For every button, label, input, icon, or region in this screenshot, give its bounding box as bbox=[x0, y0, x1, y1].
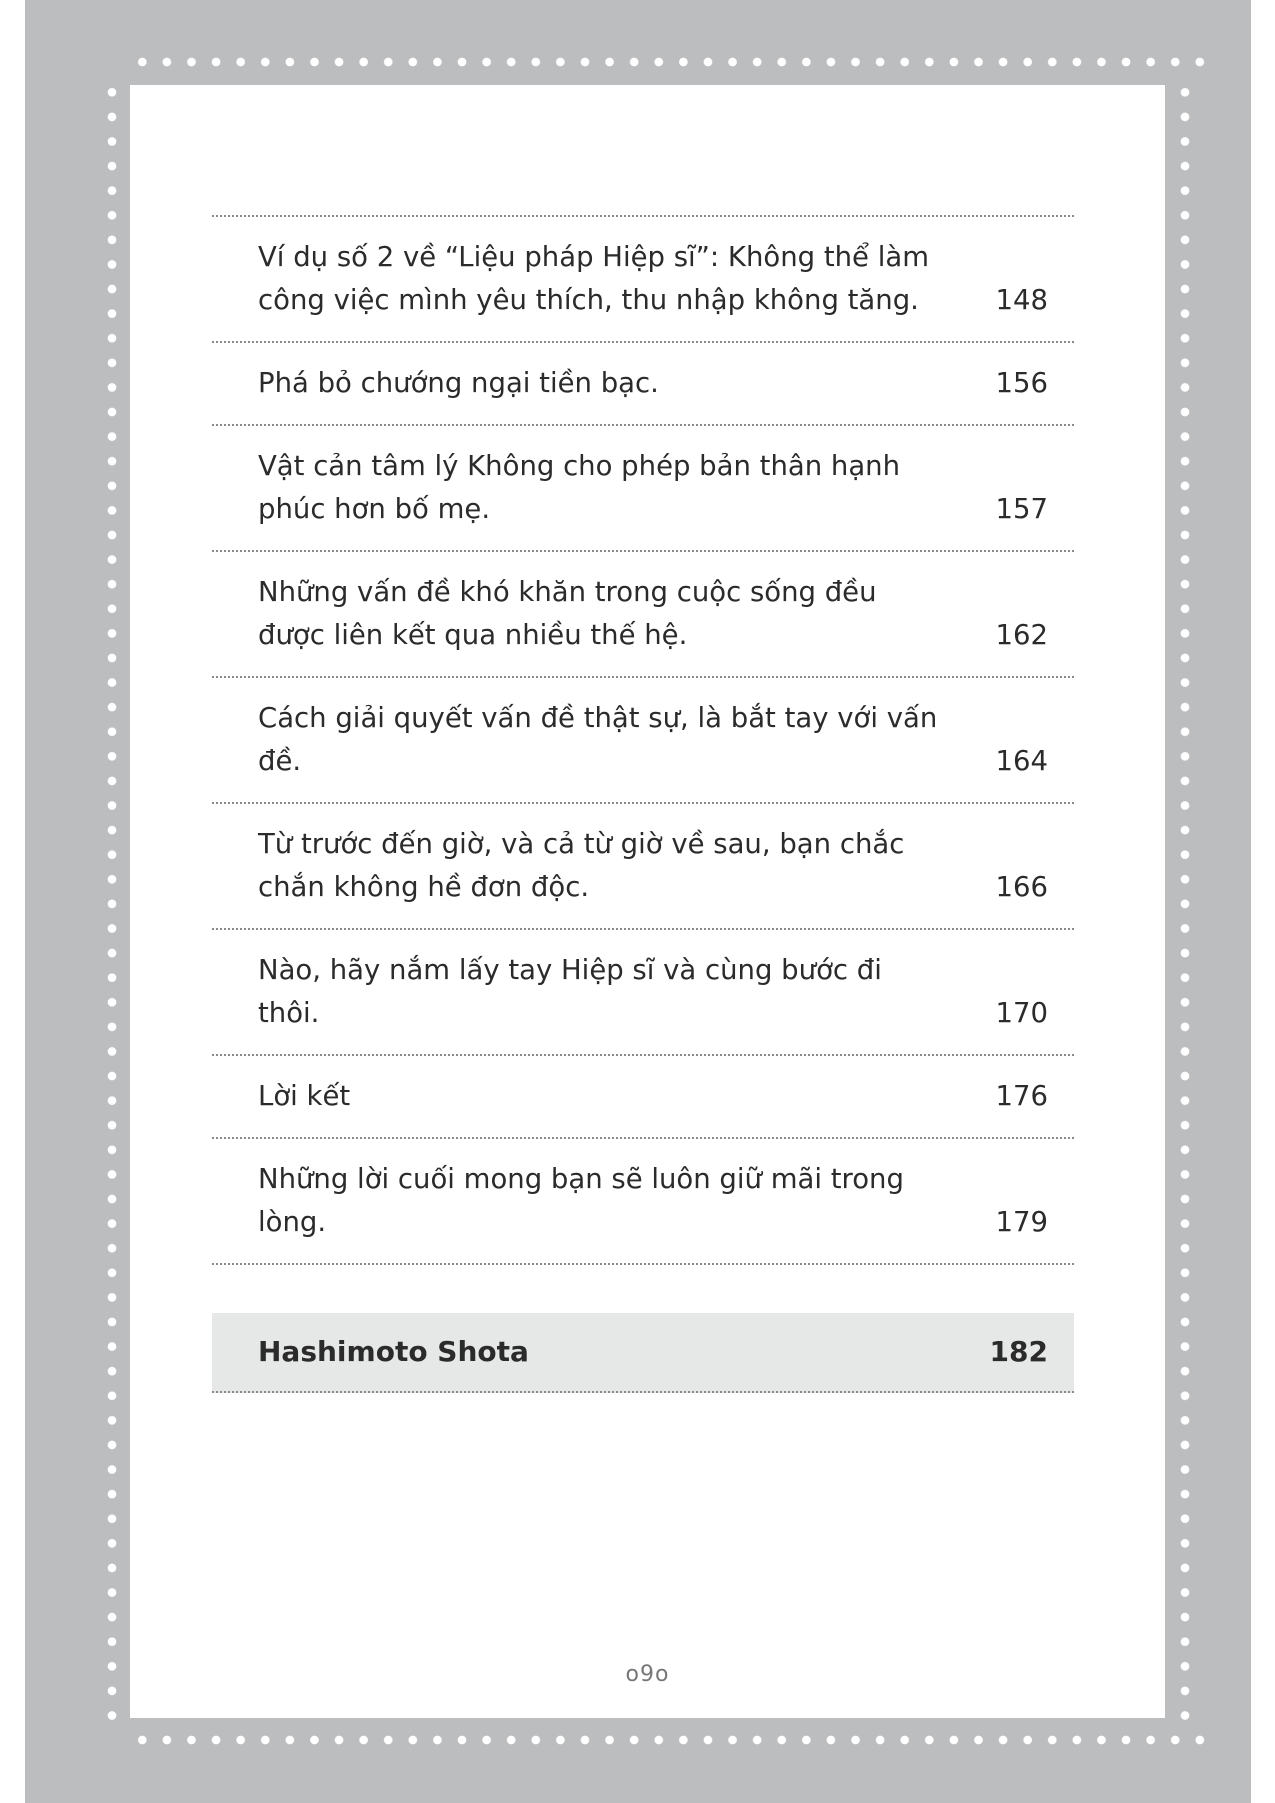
author-page: 182 bbox=[989, 1335, 1048, 1368]
toc-entry-page: 179 bbox=[995, 1206, 1048, 1238]
table-of-contents bbox=[212, 215, 1074, 1393]
bottom-dot-border bbox=[130, 1735, 1212, 1745]
spacer bbox=[212, 1265, 1074, 1313]
toc-entry-title: Những vấn đề khó khăn trong cuộc sống đều được liên kết qua nhiều thế hệ. bbox=[258, 576, 877, 651]
page-number: o9o bbox=[625, 1662, 670, 1687]
toc-entry[interactable] bbox=[212, 930, 1074, 1054]
content-sheet bbox=[130, 85, 1165, 1718]
toc-entry[interactable] bbox=[212, 804, 1074, 928]
toc-entry-title: Nào, hãy nắm lấy tay Hiệp sĩ và cùng bước đi thôi. bbox=[258, 954, 882, 1029]
toc-entry[interactable] bbox=[212, 552, 1074, 676]
toc-entry-title: Vật cản tâm lý Không cho phép bản thân hạnh phúc hơn bố mẹ. bbox=[258, 450, 901, 525]
author-section-entry[interactable] bbox=[212, 1313, 1074, 1393]
author-name: Hashimoto Shota bbox=[258, 1335, 529, 1368]
toc-entry-page: 170 bbox=[995, 997, 1048, 1029]
toc-entry-page: 148 bbox=[995, 284, 1048, 316]
toc-entry-title: Những lời cuối mong bạn sẽ luôn giữ mãi trong lòng. bbox=[258, 1163, 904, 1238]
toc-entry[interactable] bbox=[212, 1139, 1074, 1263]
toc-entry-title: Cách giải quyết vấn đề thật sự, là bắt tay với vấn đề. bbox=[258, 702, 938, 777]
toc-entry[interactable] bbox=[212, 678, 1074, 802]
toc-entry-page: 166 bbox=[995, 871, 1048, 903]
toc-entry-title: Từ trước đến giờ, và cả từ giờ về sau, bạn chắc chắn không hề đơn độc. bbox=[258, 828, 905, 903]
toc-entry[interactable] bbox=[212, 217, 1074, 341]
toc-entry-page: 156 bbox=[995, 367, 1048, 399]
toc-entry-title: Ví dụ số 2 về “Liệu pháp Hiệp sĩ”: Không thể làm công việc mình yêu thích, thu nhập không tăng. bbox=[258, 241, 929, 316]
toc-entry[interactable] bbox=[212, 426, 1074, 550]
toc-entry-page: 162 bbox=[995, 619, 1048, 651]
toc-entry-title: Phá bỏ chướng ngại tiền bạc. bbox=[258, 367, 659, 399]
toc-entry-page: 157 bbox=[995, 493, 1048, 525]
toc-entry-title: Lời kết bbox=[258, 1080, 351, 1112]
left-dot-border bbox=[107, 80, 117, 1730]
right-dot-border bbox=[1180, 80, 1190, 1730]
toc-entry[interactable] bbox=[212, 1056, 1074, 1137]
toc-entry-page: 164 bbox=[995, 745, 1048, 777]
toc-entry-page: 176 bbox=[995, 1080, 1048, 1112]
top-dot-border bbox=[130, 57, 1212, 67]
toc-entry[interactable] bbox=[212, 343, 1074, 424]
